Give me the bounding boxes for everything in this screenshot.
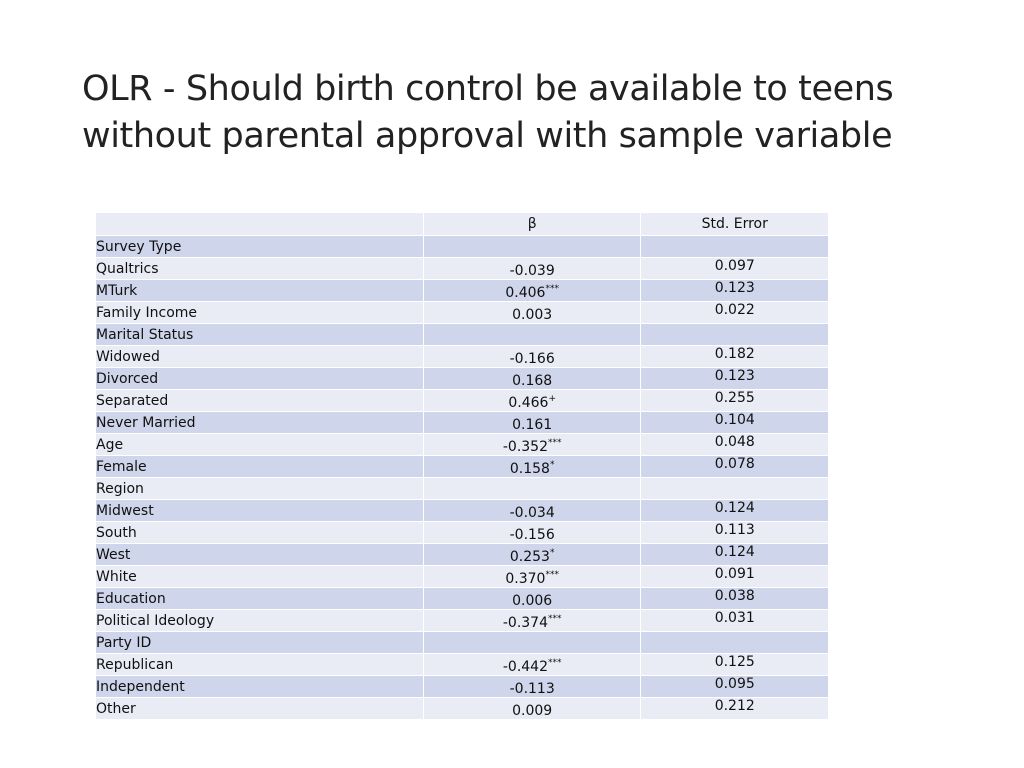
row-std-error: 0.048 bbox=[641, 434, 829, 456]
row-beta-value: -0.374 bbox=[502, 615, 548, 631]
significance-marker: + bbox=[548, 394, 556, 404]
row-beta-cell bbox=[423, 698, 641, 720]
row-std-error bbox=[641, 324, 829, 346]
slide-title-line-2: without parental approval with sample variable bbox=[82, 116, 893, 156]
row-beta-cell bbox=[423, 478, 641, 500]
slide-title bbox=[82, 66, 982, 160]
row-std-error: 0.212 bbox=[641, 698, 829, 720]
row-beta-value: 0.158 bbox=[509, 461, 550, 477]
row-beta-value: 0.406 bbox=[505, 285, 546, 301]
row-std-error: 0.125 bbox=[641, 654, 829, 676]
significance-marker: * bbox=[549, 460, 555, 470]
table-row bbox=[96, 500, 829, 522]
row-variable-label: Midwest bbox=[96, 500, 424, 522]
row-variable-label: Political Ideology bbox=[96, 610, 424, 632]
row-beta-value: 0.161 bbox=[512, 417, 553, 433]
row-std-error: 0.031 bbox=[641, 610, 829, 632]
row-variable-label: Other bbox=[96, 698, 424, 720]
row-beta-cell bbox=[423, 500, 641, 522]
row-beta-cell bbox=[423, 544, 641, 566]
header-beta: β bbox=[423, 213, 641, 236]
row-variable-label: Republican bbox=[96, 654, 424, 676]
row-beta-cell bbox=[423, 368, 641, 390]
row-beta-value: 0.009 bbox=[512, 703, 553, 719]
significance-marker: *** bbox=[545, 284, 559, 294]
row-beta-cell bbox=[423, 280, 641, 302]
row-std-error bbox=[641, 236, 829, 258]
row-beta-value: 0.370 bbox=[505, 571, 546, 587]
row-std-error: 0.124 bbox=[641, 544, 829, 566]
row-variable-label: Region bbox=[96, 478, 424, 500]
row-std-error: 0.022 bbox=[641, 302, 829, 324]
row-beta-cell bbox=[423, 390, 641, 412]
row-beta-cell bbox=[423, 632, 641, 654]
table-row bbox=[96, 346, 829, 368]
row-variable-label: Education bbox=[96, 588, 424, 610]
row-beta-cell bbox=[423, 566, 641, 588]
significance-marker: * bbox=[549, 548, 555, 558]
row-beta-value: -0.352 bbox=[502, 439, 548, 455]
row-variable-label: Marital Status bbox=[96, 324, 424, 346]
table-row bbox=[96, 236, 829, 258]
row-beta-value: -0.442 bbox=[502, 659, 548, 675]
row-variable-label: Independent bbox=[96, 676, 424, 698]
row-beta-value: -0.156 bbox=[509, 527, 555, 543]
table-row bbox=[96, 522, 829, 544]
table-row bbox=[96, 368, 829, 390]
row-beta-cell bbox=[423, 456, 641, 478]
significance-marker: *** bbox=[548, 614, 562, 624]
row-variable-label: Survey Type bbox=[96, 236, 424, 258]
table-row bbox=[96, 566, 829, 588]
row-beta-value: -0.113 bbox=[509, 681, 555, 697]
row-std-error: 0.095 bbox=[641, 676, 829, 698]
row-variable-label: West bbox=[96, 544, 424, 566]
table-row bbox=[96, 280, 829, 302]
row-variable-label: South bbox=[96, 522, 424, 544]
table-body bbox=[96, 236, 829, 720]
row-beta-cell bbox=[423, 412, 641, 434]
table-row bbox=[96, 632, 829, 654]
row-beta-value: 0.168 bbox=[512, 373, 553, 389]
row-beta-cell bbox=[423, 588, 641, 610]
row-variable-label: Family Income bbox=[96, 302, 424, 324]
table-header-row bbox=[96, 213, 829, 236]
row-std-error: 0.097 bbox=[641, 258, 829, 280]
table-row bbox=[96, 588, 829, 610]
row-variable-label: Widowed bbox=[96, 346, 424, 368]
row-beta-cell bbox=[423, 324, 641, 346]
significance-marker: *** bbox=[545, 570, 559, 580]
row-beta-cell bbox=[423, 302, 641, 324]
row-beta-cell bbox=[423, 522, 641, 544]
row-beta-cell bbox=[423, 258, 641, 280]
table-row bbox=[96, 654, 829, 676]
header-std-error: Std. Error bbox=[641, 213, 829, 236]
table-row bbox=[96, 610, 829, 632]
table-row bbox=[96, 478, 829, 500]
significance-marker: *** bbox=[548, 658, 562, 668]
regression-results-table bbox=[95, 212, 829, 720]
row-std-error: 0.104 bbox=[641, 412, 829, 434]
row-beta-cell bbox=[423, 676, 641, 698]
row-variable-label: Qualtrics bbox=[96, 258, 424, 280]
row-beta-value: 0.466 bbox=[508, 395, 549, 411]
row-variable-label: Never Married bbox=[96, 412, 424, 434]
row-std-error bbox=[641, 478, 829, 500]
row-std-error: 0.123 bbox=[641, 368, 829, 390]
row-beta-cell bbox=[423, 236, 641, 258]
row-beta-cell bbox=[423, 346, 641, 368]
row-std-error: 0.113 bbox=[641, 522, 829, 544]
table-row bbox=[96, 390, 829, 412]
row-variable-label: MTurk bbox=[96, 280, 424, 302]
row-std-error: 0.182 bbox=[641, 346, 829, 368]
row-std-error: 0.255 bbox=[641, 390, 829, 412]
table-row bbox=[96, 324, 829, 346]
row-variable-label: White bbox=[96, 566, 424, 588]
row-beta-cell bbox=[423, 434, 641, 456]
row-beta-cell bbox=[423, 610, 641, 632]
slide-title-line-1: OLR - Should birth control be available to teens bbox=[82, 69, 894, 109]
row-variable-label: Age bbox=[96, 434, 424, 456]
significance-marker: *** bbox=[548, 438, 562, 448]
row-variable-label: Party ID bbox=[96, 632, 424, 654]
row-std-error: 0.038 bbox=[641, 588, 829, 610]
table-row bbox=[96, 456, 829, 478]
table-row bbox=[96, 698, 829, 720]
table-row bbox=[96, 434, 829, 456]
row-beta-value: -0.034 bbox=[509, 505, 555, 521]
table-row bbox=[96, 258, 829, 280]
row-variable-label: Separated bbox=[96, 390, 424, 412]
row-beta-value: 0.006 bbox=[512, 593, 553, 609]
table-row bbox=[96, 412, 829, 434]
header-variable bbox=[96, 213, 424, 236]
table-row bbox=[96, 302, 829, 324]
row-variable-label: Divorced bbox=[96, 368, 424, 390]
row-std-error: 0.123 bbox=[641, 280, 829, 302]
row-beta-value: 0.003 bbox=[512, 307, 553, 323]
row-std-error: 0.091 bbox=[641, 566, 829, 588]
table-row bbox=[96, 676, 829, 698]
row-std-error bbox=[641, 632, 829, 654]
row-std-error: 0.124 bbox=[641, 500, 829, 522]
row-beta-value: 0.253 bbox=[509, 549, 550, 565]
row-beta-value: -0.166 bbox=[509, 351, 555, 367]
row-std-error: 0.078 bbox=[641, 456, 829, 478]
row-variable-label: Female bbox=[96, 456, 424, 478]
row-beta-cell bbox=[423, 654, 641, 676]
row-beta-value: -0.039 bbox=[509, 263, 555, 279]
table-row bbox=[96, 544, 829, 566]
